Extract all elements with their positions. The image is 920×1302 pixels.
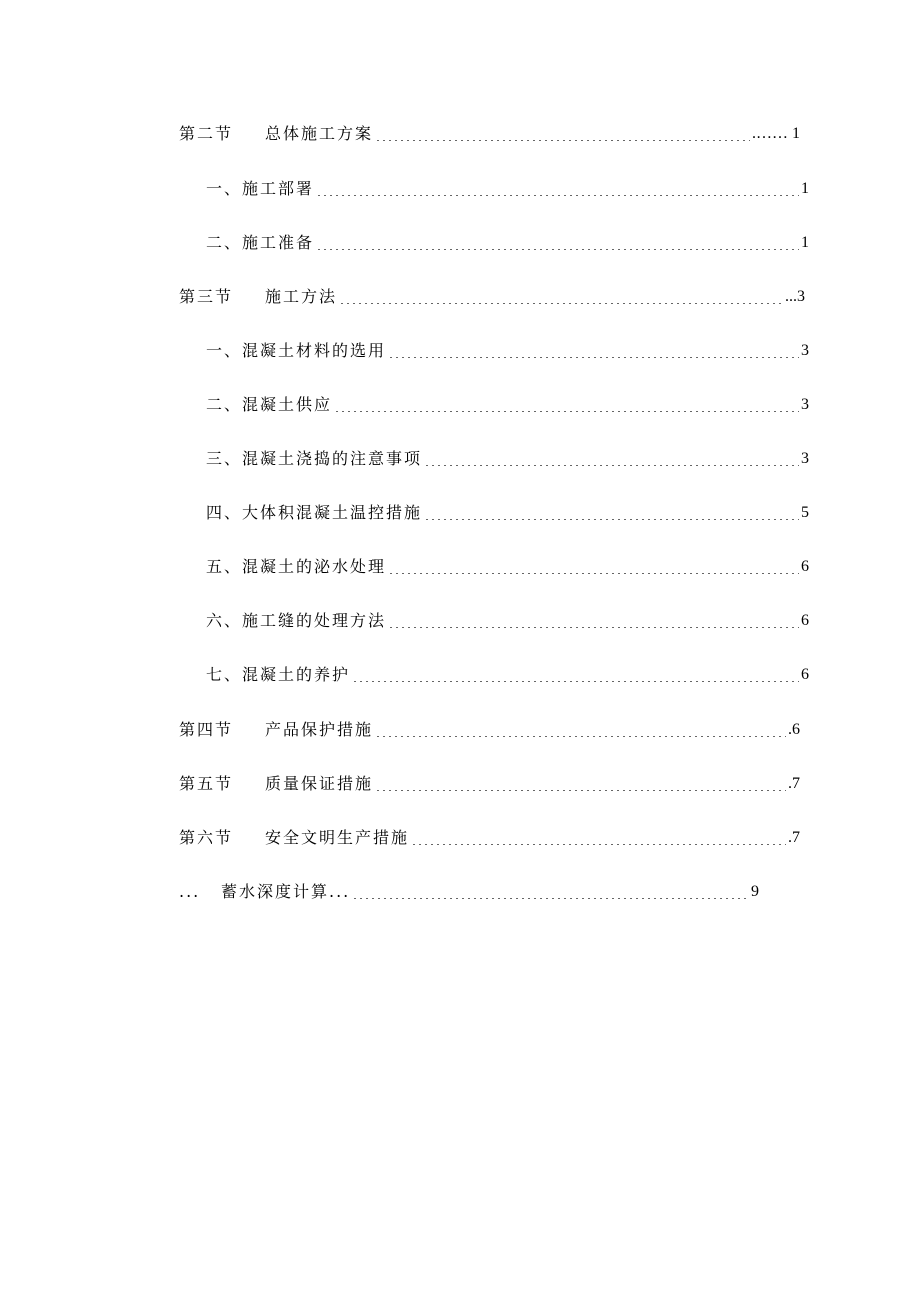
toc-entry-3-2[interactable]: [206, 391, 809, 415]
page-number: 3: [801, 396, 809, 413]
entry-title: 安全文明生产措施: [265, 828, 410, 847]
entry-title: 施工方法: [265, 287, 338, 306]
dot-leader: [375, 777, 786, 791]
entry-title: 五、混凝土的泌水处理: [206, 557, 387, 576]
toc-entry-3-4[interactable]: [206, 499, 809, 523]
page-number: .6: [788, 721, 800, 738]
dot-leader: [411, 831, 786, 845]
section-label: 第六节: [179, 828, 234, 847]
entry-title: 总体施工方案: [265, 124, 374, 143]
dot-leader: [375, 723, 786, 737]
entry-title: 质量保证措施: [265, 774, 374, 793]
dot-leader: [334, 398, 799, 412]
dot-leader: [316, 182, 799, 196]
toc-entry-3-7[interactable]: [206, 661, 809, 685]
dot-leader: [388, 560, 799, 574]
toc-entry-section-2[interactable]: [179, 120, 800, 144]
dot-leader: [339, 290, 783, 304]
section-label: 第三节: [179, 287, 234, 306]
section-label: ...: [179, 882, 201, 901]
toc-entry-3-6[interactable]: [206, 607, 809, 631]
entry-title: 二、混凝土供应: [206, 395, 333, 414]
page-number: .…… 1: [752, 125, 800, 142]
dot-leader: [352, 885, 749, 899]
entry-title: 三、混凝土浇捣的注意事项: [206, 449, 423, 468]
page-number: 9: [751, 883, 759, 900]
entry-title: 二、施工准备: [206, 233, 315, 252]
dot-leader: [375, 127, 750, 141]
section-label: 第五节: [179, 774, 234, 793]
entry-title: 一、混凝土材料的选用: [206, 341, 387, 360]
page-number: 1: [801, 180, 809, 197]
page-number: ...3: [785, 288, 805, 305]
page-number: 3: [801, 450, 809, 467]
page-number: .7: [788, 775, 800, 792]
section-label: 第二节: [179, 124, 234, 143]
toc-entry-3-1[interactable]: [206, 337, 809, 361]
page-number: 5: [801, 504, 809, 521]
page-number: 1: [801, 234, 809, 251]
entry-title: 产品保护措施: [265, 720, 374, 739]
toc-entry-2-1[interactable]: [206, 175, 809, 199]
toc-entry-section-3[interactable]: [179, 283, 805, 307]
dot-leader: [352, 668, 799, 682]
dot-leader: [316, 236, 799, 250]
page-number: 6: [801, 666, 809, 683]
entry-title: 蓄水深度计算...: [221, 882, 351, 901]
toc-entry-3-3[interactable]: [206, 445, 809, 469]
dot-leader: [424, 452, 799, 466]
page-number: 3: [801, 342, 809, 359]
toc-entry-3-5[interactable]: [206, 553, 809, 577]
page-number: .7: [788, 829, 800, 846]
dot-leader: [388, 614, 799, 628]
page-number: 6: [801, 558, 809, 575]
section-label: 第四节: [179, 720, 234, 739]
entry-title: 六、施工缝的处理方法: [206, 611, 387, 630]
toc-entry-section-5[interactable]: [179, 770, 800, 794]
toc-entry-section-4[interactable]: [179, 716, 800, 740]
page-number: 6: [801, 612, 809, 629]
entry-title: 四、大体积混凝土温控措施: [206, 503, 423, 522]
dot-leader: [388, 344, 799, 358]
toc-entry-2-2[interactable]: [206, 229, 809, 253]
toc-entry-water-depth[interactable]: [179, 878, 759, 902]
entry-title: 七、混凝土的养护: [206, 665, 351, 684]
entry-title: 一、施工部署: [206, 179, 315, 198]
dot-leader: [424, 506, 799, 520]
toc-entry-section-6[interactable]: [179, 824, 800, 848]
